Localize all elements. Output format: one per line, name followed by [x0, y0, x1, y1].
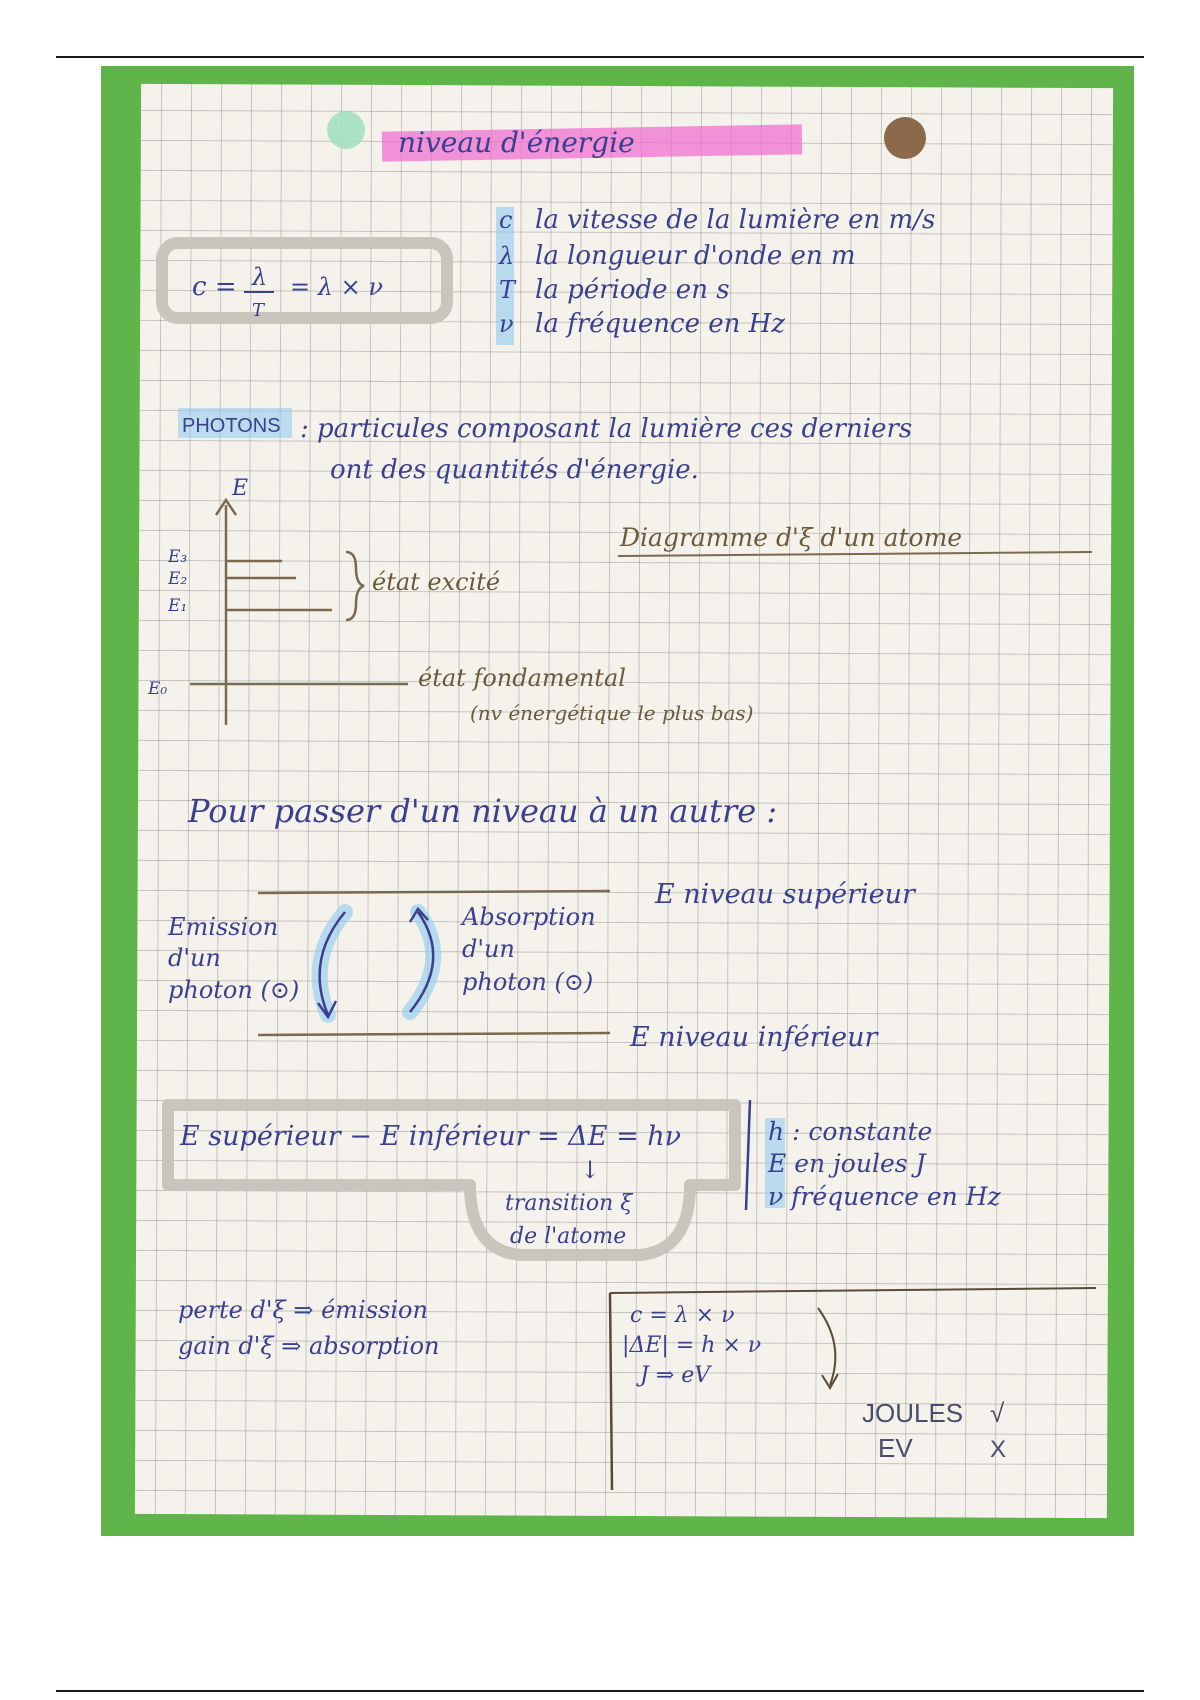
def-sym-lambda: λ	[499, 242, 515, 270]
loss-line: perte d'ξ ⇒ émission	[178, 1296, 428, 1324]
summary-line3: J ⇒ eV	[640, 1363, 711, 1388]
page-title: niveau d'énergie	[398, 126, 635, 159]
label-e1: E₁	[168, 596, 188, 616]
def-text-c: la vitesse de la lumière en m/s	[535, 205, 936, 235]
label-e3: E₃	[168, 547, 188, 567]
absorption-line2: d'un	[462, 935, 515, 963]
def-text-lambda: la longueur d'onde en m	[535, 241, 856, 271]
label-e2: E₂	[168, 569, 188, 589]
upper-level-line	[258, 891, 610, 893]
diagram-caption: Diagramme d'ξ d'un atome	[620, 523, 963, 552]
transition-heading: Pour passer d'un niveau à un autre :	[188, 792, 778, 830]
absorption-line3: photon (⊙)	[462, 968, 594, 996]
summary-arrow-icon	[818, 1308, 838, 1388]
unit-ev-mark: X	[990, 1436, 1007, 1463]
def-sym-t: T	[499, 276, 516, 304]
energy-formula: E supérieur − E inférieur = ΔE = hν	[180, 1121, 682, 1152]
summary-line2: |ΔE| = h × ν	[622, 1333, 762, 1358]
lower-level-label: E niveau inférieur	[630, 1022, 878, 1053]
lower-level-line	[258, 1033, 610, 1035]
unit-joules: JOULES	[862, 1398, 964, 1428]
legend-line2: E en joules J	[768, 1149, 926, 1178]
summary-left-line	[610, 1293, 612, 1490]
photons-line2: ont des quantités d'énergie.	[330, 455, 699, 485]
def-sym-c: c	[499, 206, 513, 234]
formula-c-lhs: c =	[192, 272, 237, 302]
absorption-line1: Absorption	[462, 903, 596, 931]
gain-line: gain d'ξ ⇒ absorption	[178, 1332, 440, 1360]
def-sym-nu: ν	[499, 310, 514, 338]
emission-line1: Emission	[168, 913, 279, 941]
summary-line1: c = λ × ν	[630, 1303, 735, 1328]
emission-line3: photon (⊙)	[168, 976, 300, 1004]
def-text-t: la période en s	[535, 275, 730, 305]
definitions-list	[496, 205, 935, 345]
caption-underline	[618, 552, 1092, 556]
ground-note: (nv énergétique le plus bas)	[470, 701, 754, 725]
formula-arrow: ↓	[580, 1156, 601, 1184]
transition-note1: transition ξ	[505, 1191, 633, 1216]
label-e0: E₀	[148, 679, 168, 699]
unit-ev: EV	[878, 1433, 913, 1463]
green-pin-icon	[327, 111, 365, 149]
def-text-nu: la fréquence en Hz	[535, 309, 786, 339]
excited-brace	[346, 552, 364, 620]
unit-joules-mark: √	[990, 1398, 1005, 1428]
formula-c-den: T	[252, 300, 265, 321]
summary-top-line	[610, 1288, 1096, 1293]
ground-label: état fondamental	[418, 664, 626, 692]
brown-pin-icon	[884, 117, 926, 159]
formula-c-num: λ	[252, 263, 268, 291]
legend-line3: ν fréquence en Hz	[768, 1182, 1001, 1211]
legend-divider	[746, 1100, 750, 1210]
upper-level-label: E niveau supérieur	[655, 879, 915, 910]
legend-line1: h : constante	[768, 1117, 933, 1146]
transition-note2: de l'atome	[510, 1224, 627, 1249]
axis-label: E	[232, 476, 249, 501]
photons-line1: : particules composant la lumière ces derniers	[300, 414, 913, 444]
photons-label: PHOTONS	[182, 415, 281, 437]
energy-level-diagram	[147, 476, 1092, 725]
emission-line2: d'un	[168, 944, 221, 972]
formula-c-rhs: = λ × ν	[290, 273, 383, 301]
excited-label: état excité	[372, 568, 501, 596]
